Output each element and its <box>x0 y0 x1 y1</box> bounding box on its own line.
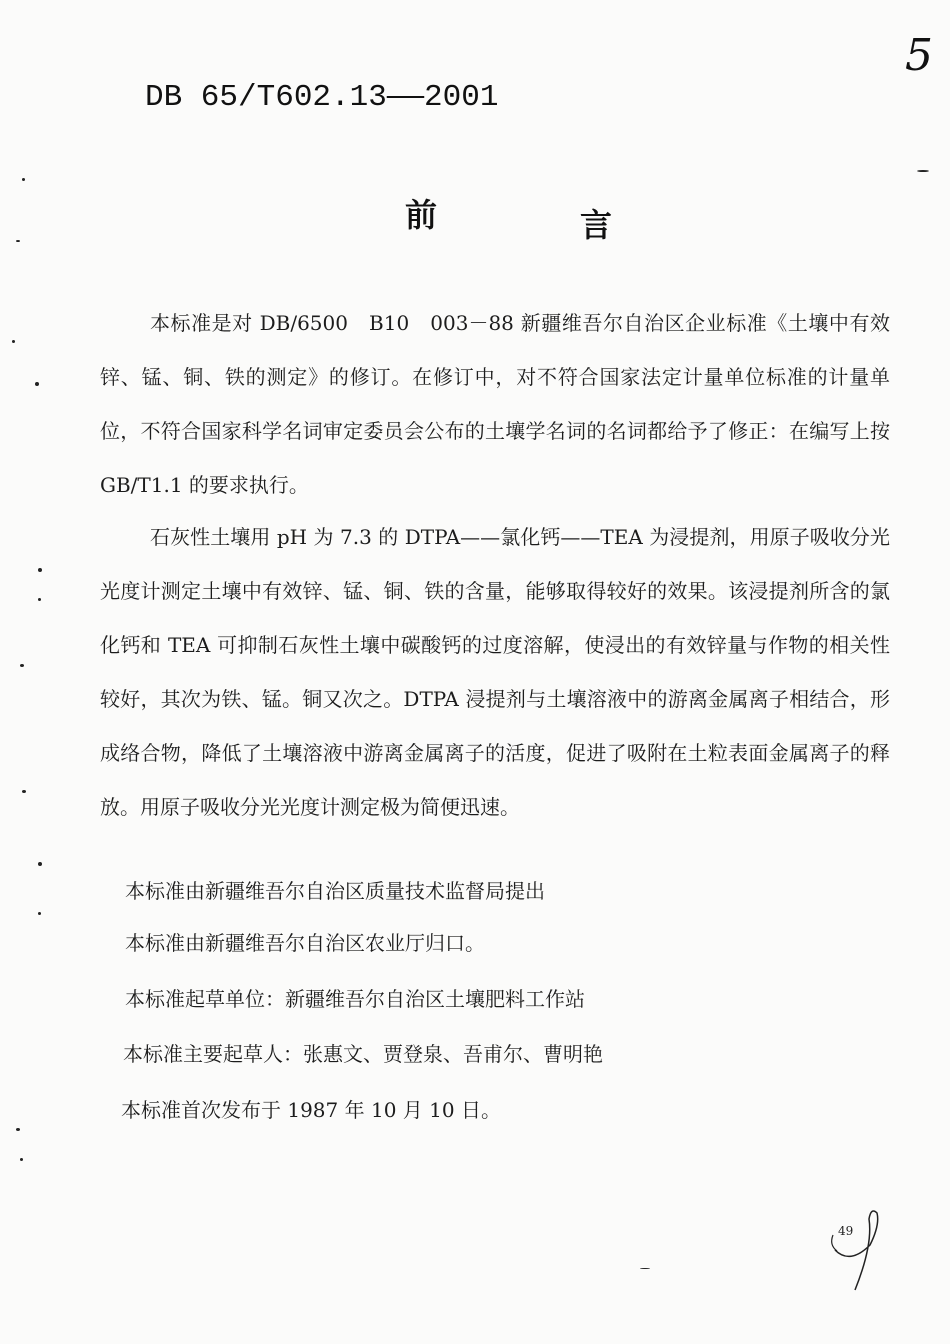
foreword-title-part1: 前 <box>405 196 438 234</box>
handwritten-page-scribble <box>825 1205 895 1295</box>
scan-speck <box>640 1268 650 1269</box>
scan-speck <box>38 862 42 866</box>
scan-speck <box>20 1158 23 1161</box>
paragraph-revision: 本标准是对 DB/6500 B10 003－88 新疆维吾尔自治区企业标准《土壤中有效锌、锰、铜、铁的测定》的修订。在修订中，对不符合国家法定计量单位标准的计量单位，不符合国家科学名词审定委员会公布的土壤学名词的名词都给予了修正：在编写上按 GB/T1.1 的要求执行。 <box>100 311 890 497</box>
scan-speck <box>38 912 41 915</box>
paragraph-method: 石灰性土壤用 pH 为 7.3 的 DTPA——氯化钙——TEA 为浸提剂，用原子吸收分光光度计测定土壤中有效锌、锰、铜、铁的含量，能够取得较好的效果。该浸提剂所含的氯化钙和 TEA 可抑制石灰性土壤中碳酸钙的过度溶解，使浸出的有效锌量与作物的相关性较好，其次为铁、锰。铜又次之。DTPA 浸提剂与土壤溶液中的游离金属离子相结合，形成络合物，降低了土壤溶液中游离金属离子的活度，促进了吸附在土粒表面金属离子的释放。用原子吸收分光光度计测定极为简便迅速。 <box>100 525 890 819</box>
scan-speck <box>35 382 39 386</box>
document-code: DB 65/T602.13——2001 <box>145 80 499 115</box>
statement-administrator: 本标准由新疆维吾尔自治区农业厅归口。 <box>125 931 485 955</box>
scan-speck <box>20 664 24 667</box>
scan-speck <box>16 1128 20 1131</box>
scan-speck <box>16 240 20 242</box>
scan-speck <box>38 598 41 601</box>
foreword-title-part2: 言 <box>580 206 613 244</box>
scan-speck <box>917 170 929 172</box>
statement-drafters: 本标准主要起草人：张惠文、贾登泉、吾甫尔、曹明艳 <box>123 1042 603 1066</box>
scan-speck <box>22 178 25 181</box>
scan-speck <box>22 790 26 793</box>
page-number: 49 <box>838 1224 854 1238</box>
handwritten-corner-mark: 5 <box>905 30 933 81</box>
statement-drafting-unit: 本标准起草单位：新疆维吾尔自治区土壤肥料工作站 <box>125 987 585 1011</box>
scan-speck <box>38 568 42 572</box>
scan-speck <box>12 340 15 343</box>
statement-first-release: 本标准首次发布于 1987 年 10 月 10 日。 <box>121 1098 501 1122</box>
statement-proposer: 本标准由新疆维吾尔自治区质量技术监督局提出 <box>125 879 545 903</box>
